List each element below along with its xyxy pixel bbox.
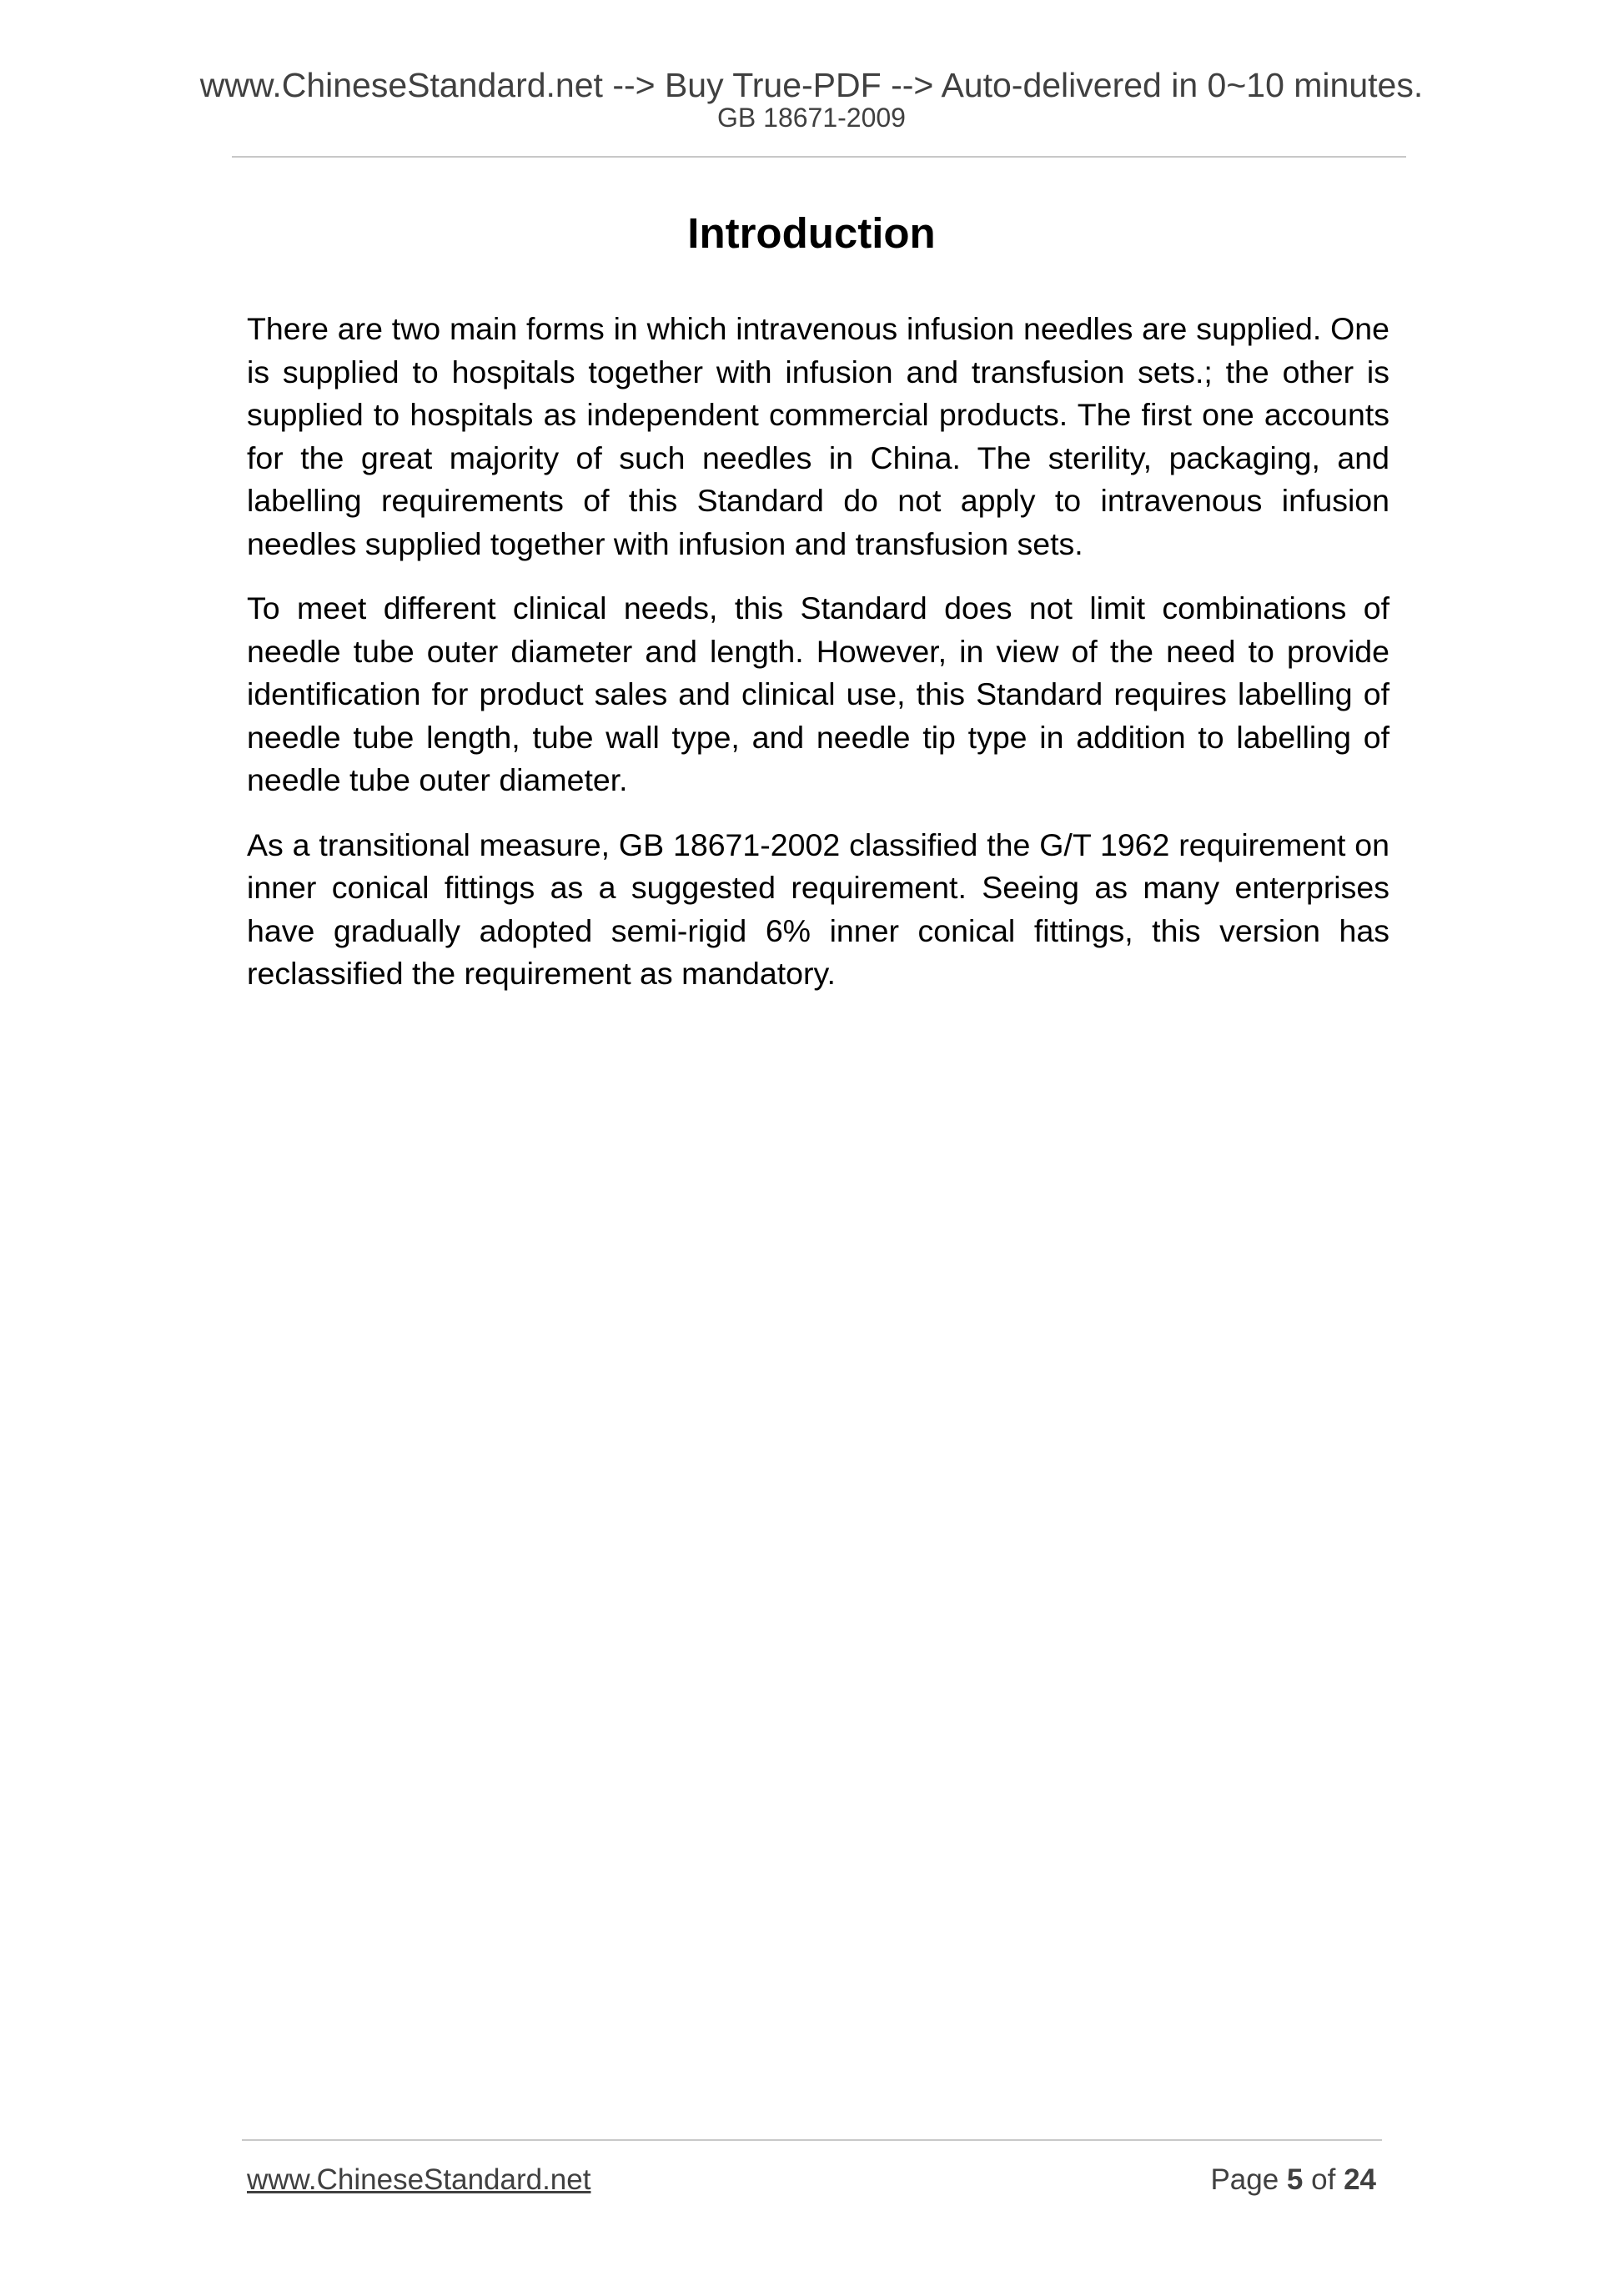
page-of: of bbox=[1311, 2163, 1336, 2196]
page-number bbox=[1210, 2163, 1376, 2198]
page-current: 5 bbox=[1286, 2163, 1304, 2196]
paragraph-supply-forms: There are two main forms in which intravenous infusion needles are supplied. One is supplied to hospitals together with infusion and transfusion sets.; the other is supplied to hospitals as independent commercial products. The first one accounts for the great majority of such needles in China. The sterility, packaging, and labelling requirements of this Standard do not apply to intravenous infusion needles supplied together with infusion and transfusion sets. bbox=[247, 311, 1389, 561]
footer-site-link[interactable]: www.ChineseStandard.net bbox=[247, 2163, 591, 2196]
header-divider bbox=[232, 156, 1406, 158]
page-title: Introduction bbox=[687, 209, 936, 257]
body-text bbox=[247, 308, 1389, 1017]
paragraph-transitional-measure: As a transitional measure, GB 18671-2002 classified the G/T 1962 requirement on inner conical fittings as a suggested requirement. Seeing as many enterprises have gradually adopted semi-rigid 6% inner conical fittings, this version has reclassified the requirement as mandatory. bbox=[247, 826, 1389, 991]
footer-divider bbox=[242, 2139, 1382, 2141]
document-code: GB 18671-2009 bbox=[717, 103, 906, 133]
paragraph-clinical-needs: To meet different clinical needs, this Standard does not limit combinations of needle tube outer diameter and length. However, in view of the need to provide identification for product sales and clinical use, this Standard requires labelling of needle tube length, tube wall type, and needle tip type in addition to labelling of needle tube outer diameter. bbox=[247, 590, 1389, 797]
site-banner: www.ChineseStandard.net --> Buy True-PDF --> Auto-delivered in 0~10 minutes. bbox=[199, 66, 1424, 104]
page-total: 24 bbox=[1344, 2163, 1376, 2196]
page-prefix: Page bbox=[1210, 2163, 1279, 2196]
